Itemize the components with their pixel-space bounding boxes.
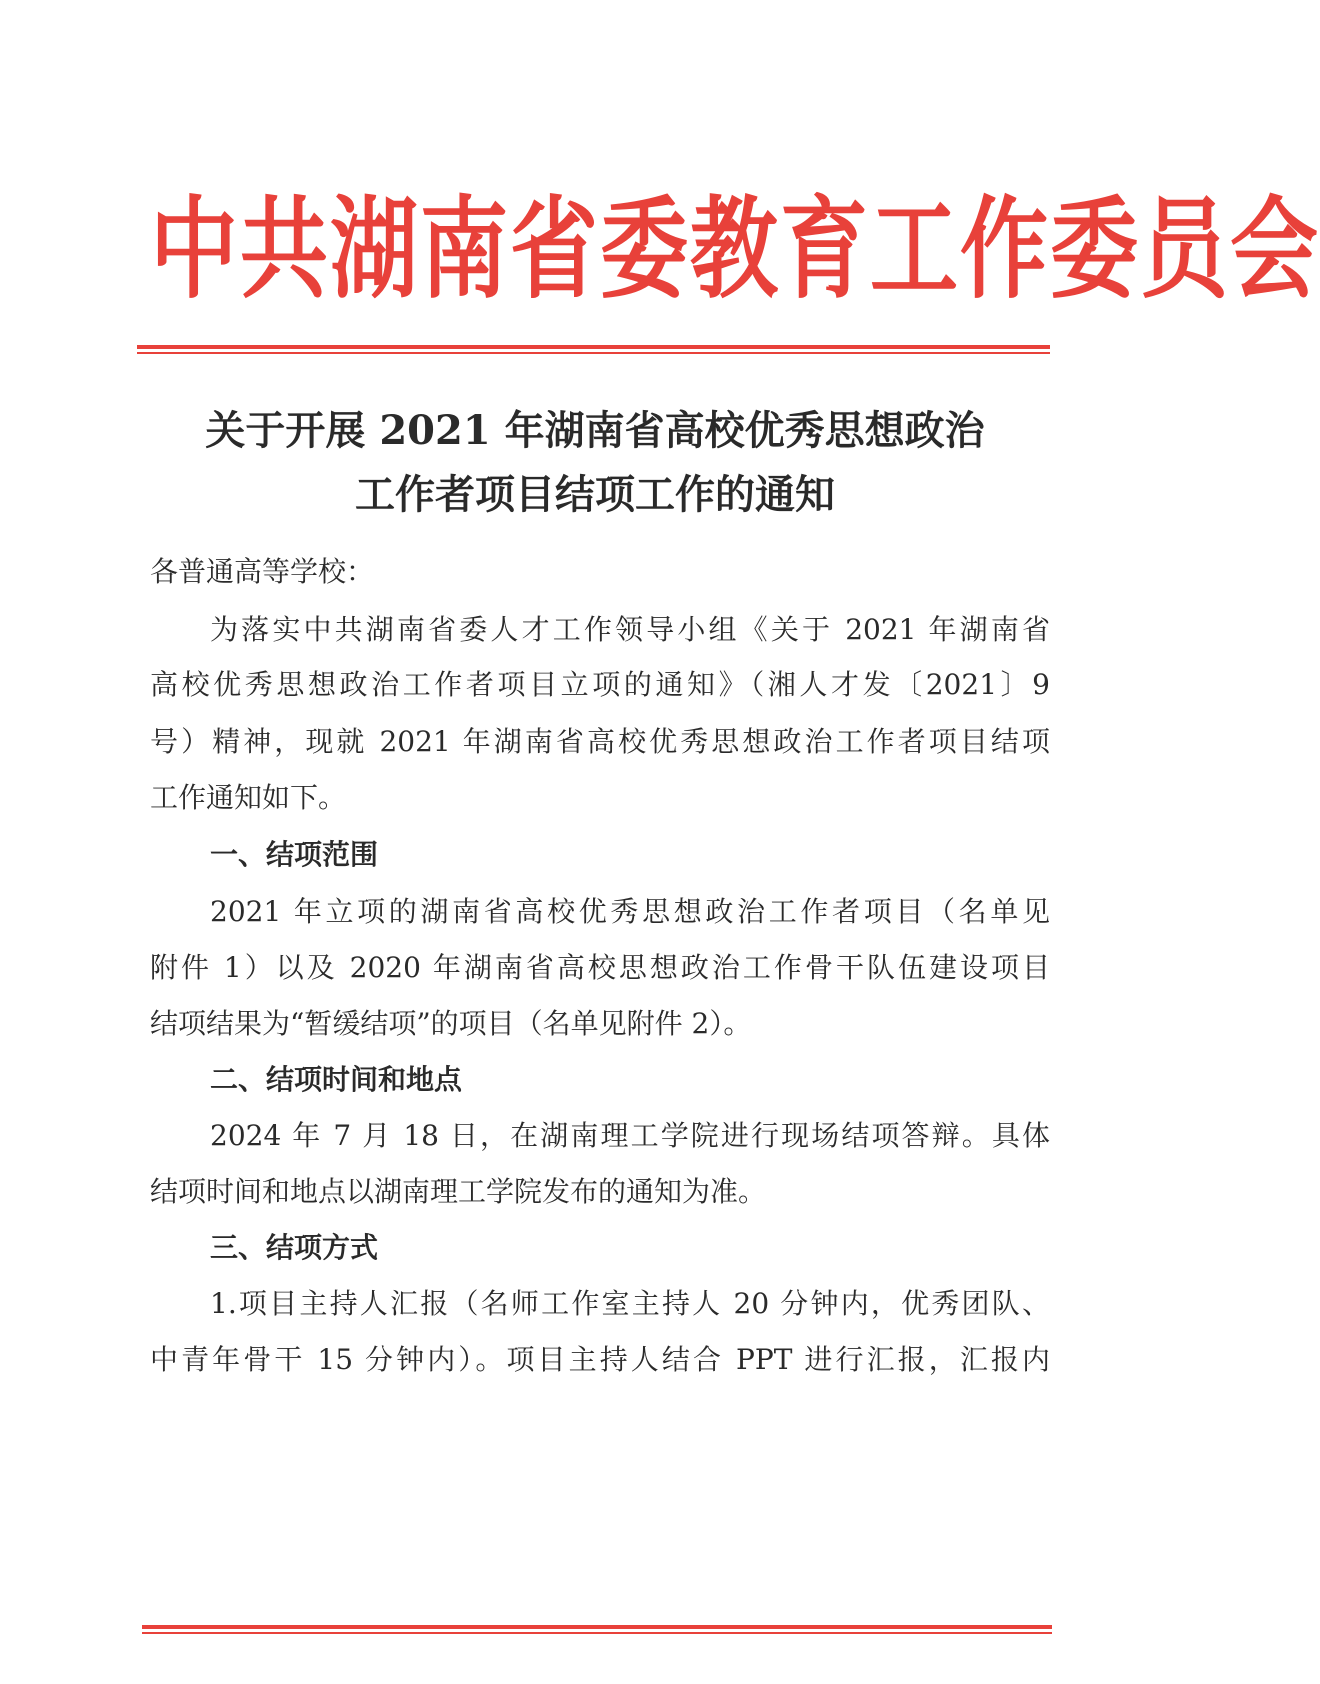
document-title-line-2: 工作者项目结项工作的通知 — [355, 471, 835, 518]
section-1-heading: 一、结项范围 — [210, 838, 379, 871]
intro-line-3: 号）精神，现就 2021 年湖南省高校优秀思想政治工作者项目结项 — [150, 725, 1050, 758]
document-title-line-1: 关于开展 2021 年湖南省高校优秀思想政治 — [205, 407, 985, 454]
footer-rule-thin — [142, 1632, 1052, 1634]
section-3-line-1: 1.项目主持人汇报（名师工作室主持人 20 分钟内，优秀团队、 — [210, 1287, 1050, 1320]
header-rule-thin — [137, 352, 1050, 354]
section-3-heading: 三、结项方式 — [210, 1231, 379, 1264]
footer-rule-thick — [142, 1625, 1052, 1629]
header-rule-thick — [137, 345, 1050, 349]
section-3-line-2: 中青年骨干 15 分钟内）。项目主持人结合 PPT 进行汇报，汇报内 — [150, 1343, 1050, 1376]
section-2-line-2: 结项时间和地点以湖南理工学院发布的通知为准。 — [150, 1175, 767, 1208]
section-1-line-3: 结项结果为“暂缓结项”的项目（名单见附件 2）。 — [150, 1007, 752, 1040]
issuing-organization-header: 中共湖南省委教育工作委员会 — [150, 185, 1320, 314]
section-1-line-2: 附件 1）以及 2020 年湖南省高校思想政治工作骨干队伍建设项目 — [150, 951, 1050, 984]
section-2-line-1: 2024 年 7 月 18 日，在湖南理工学院进行现场结项答辩。具体 — [210, 1119, 1050, 1152]
salutation: 各普通高等学校： — [150, 555, 375, 588]
intro-line-2: 高校优秀思想政治工作者项目立项的通知》（湘人才发〔2021〕9 — [150, 668, 1050, 701]
intro-line-1: 为落实中共湖南省委人才工作领导小组《关于 2021 年湖南省 — [210, 613, 1050, 646]
intro-line-4: 工作通知如下。 — [150, 781, 347, 814]
section-1-line-1: 2021 年立项的湖南省高校优秀思想政治工作者项目（名单见 — [210, 895, 1050, 928]
section-2-heading: 二、结项时间和地点 — [210, 1063, 463, 1096]
